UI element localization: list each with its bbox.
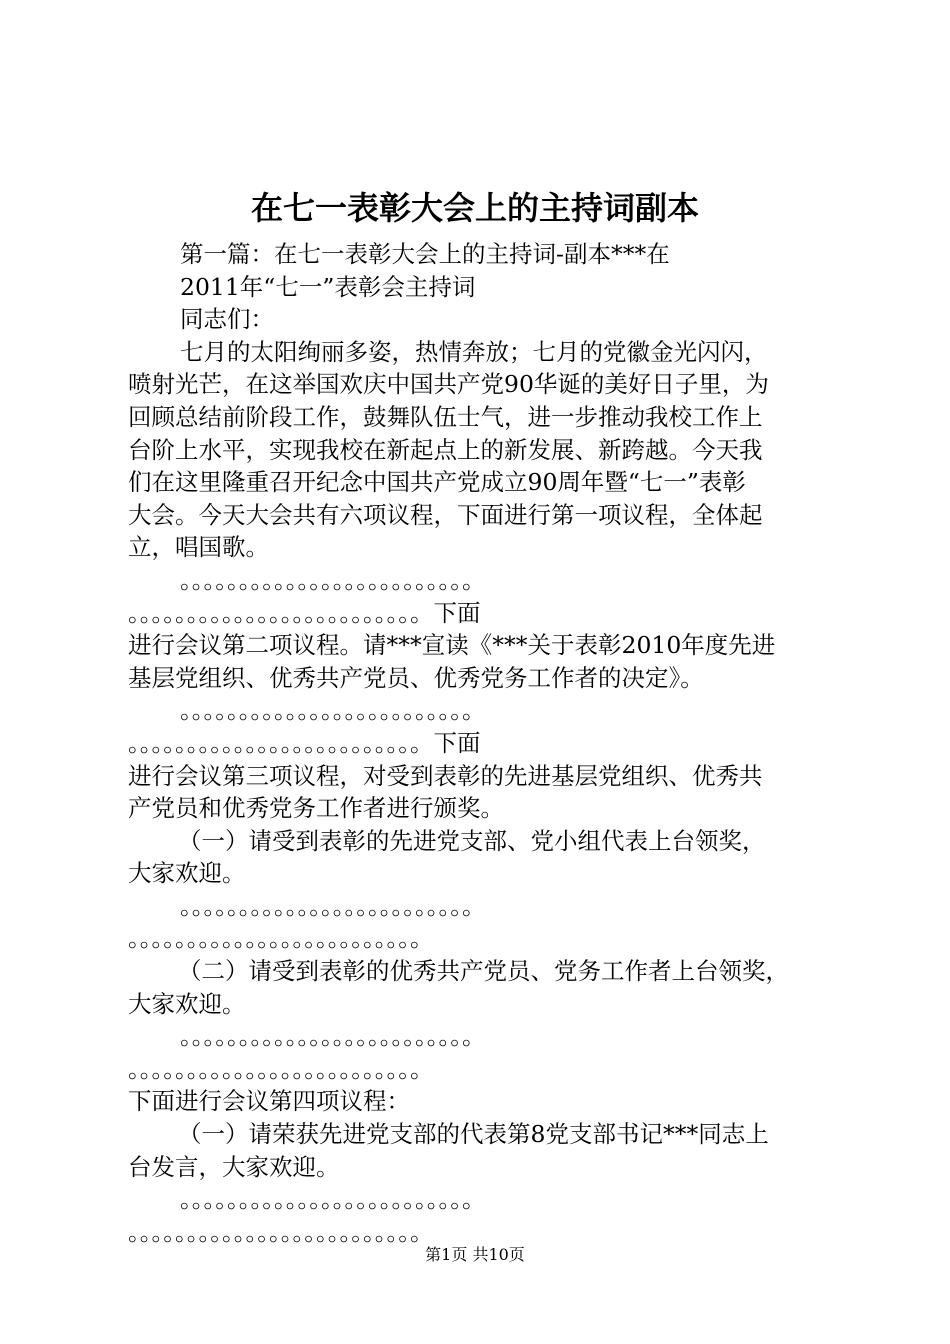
ellipsis-line: 。。。。。。。。。。。。。。。。。。。。。。。。。 (128, 924, 434, 953)
paragraph-line: （一）请受到表彰的先进党支部、党小组代表上台领奖， (178, 826, 766, 855)
paragraph-line: 七月的太阳绚丽多姿，热情奔放；七月的党徽金光闪闪， (180, 337, 768, 366)
ellipsis-line: 。。。。。。。。。。。。。。。。。。。。。。。。。 (180, 696, 486, 725)
paragraph-line: 台发言，大家欢迎。 (128, 1152, 340, 1181)
ellipsis-line: 。。。。。。。。。。。。。。。。。。。。。。。。。下面 (128, 598, 481, 627)
paragraph-line: 产党员和优秀党务工作者进行颁奖。 (128, 794, 504, 823)
paragraph-line: （一）请荣获先进党支部的代表第8党支部书记***同志上 (178, 1120, 769, 1149)
salutation: 同志们： (180, 305, 274, 334)
paragraph-line: （二）请受到表彰的优秀共产党员、党务工作者上台领奖， (178, 957, 789, 986)
document-body (128, 238, 834, 1248)
paragraph-line: 大家欢迎。 (128, 859, 246, 888)
paragraph-line: 进行会议第三项议程，对受到表彰的先进基层党组织、优秀共 (128, 761, 763, 790)
paragraph-line: 立，唱国歌。 (128, 533, 269, 562)
ellipsis-line: 。。。。。。。。。。。。。。。。。。。。。。。。。 (180, 1022, 486, 1051)
ellipsis-line: 。。。。。。。。。。。。。。。。。。。。。。。。。 (128, 1217, 434, 1246)
paragraph-line: 下面进行会议第四项议程： (128, 1087, 410, 1116)
paragraph-line: 喷射光芒，在这举国欢庆中国共产党90华诞的美好日子里，为 (128, 370, 769, 399)
paragraph-line: 回顾总结前阶段工作，鼓舞队伍士气，进一步推动我校工作上 (128, 402, 763, 431)
document-title: 在七一表彰大会上的主持词副本 (250, 189, 699, 227)
page-number: 第1页 共10页 (425, 1245, 525, 1264)
subtitle-line: 2011年“七一”表彰会主持词 (180, 272, 476, 301)
paragraph-line: 们在这里隆重召开纪念中国共产党成立90周年暨“七一”表彰 (128, 468, 746, 497)
paragraph-line: 进行会议第二项议程。请***宣读《***关于表彰2010年度先进 (128, 631, 776, 660)
paragraph-line: 大会。今天大会共有六项议程，下面进行第一项议程，全体起 (128, 500, 763, 529)
ellipsis-line: 。。。。。。。。。。。。。。。。。。。。。。。。。 (128, 1054, 434, 1083)
ellipsis-line: 。。。。。。。。。。。。。。。。。。。。。。。。。 (180, 1185, 486, 1214)
ellipsis-line: 。。。。。。。。。。。。。。。。。。。。。。。。。下面 (128, 728, 481, 757)
paragraph-line: 基层党组织、优秀共产党员、优秀党务工作者的决定》。 (128, 663, 704, 692)
ellipsis-line: 。。。。。。。。。。。。。。。。。。。。。。。。。 (180, 891, 486, 920)
subtitle-line: 第一篇：在七一表彰大会上的主持词-副本***在 (180, 240, 670, 268)
paragraph-line: 大家欢迎。 (128, 989, 246, 1018)
paragraph-line: 台阶上水平，实现我校在新起点上的新发展、新跨越。今天我 (128, 435, 763, 464)
ellipsis-line: 。。。。。。。。。。。。。。。。。。。。。。。。。 (180, 565, 486, 594)
